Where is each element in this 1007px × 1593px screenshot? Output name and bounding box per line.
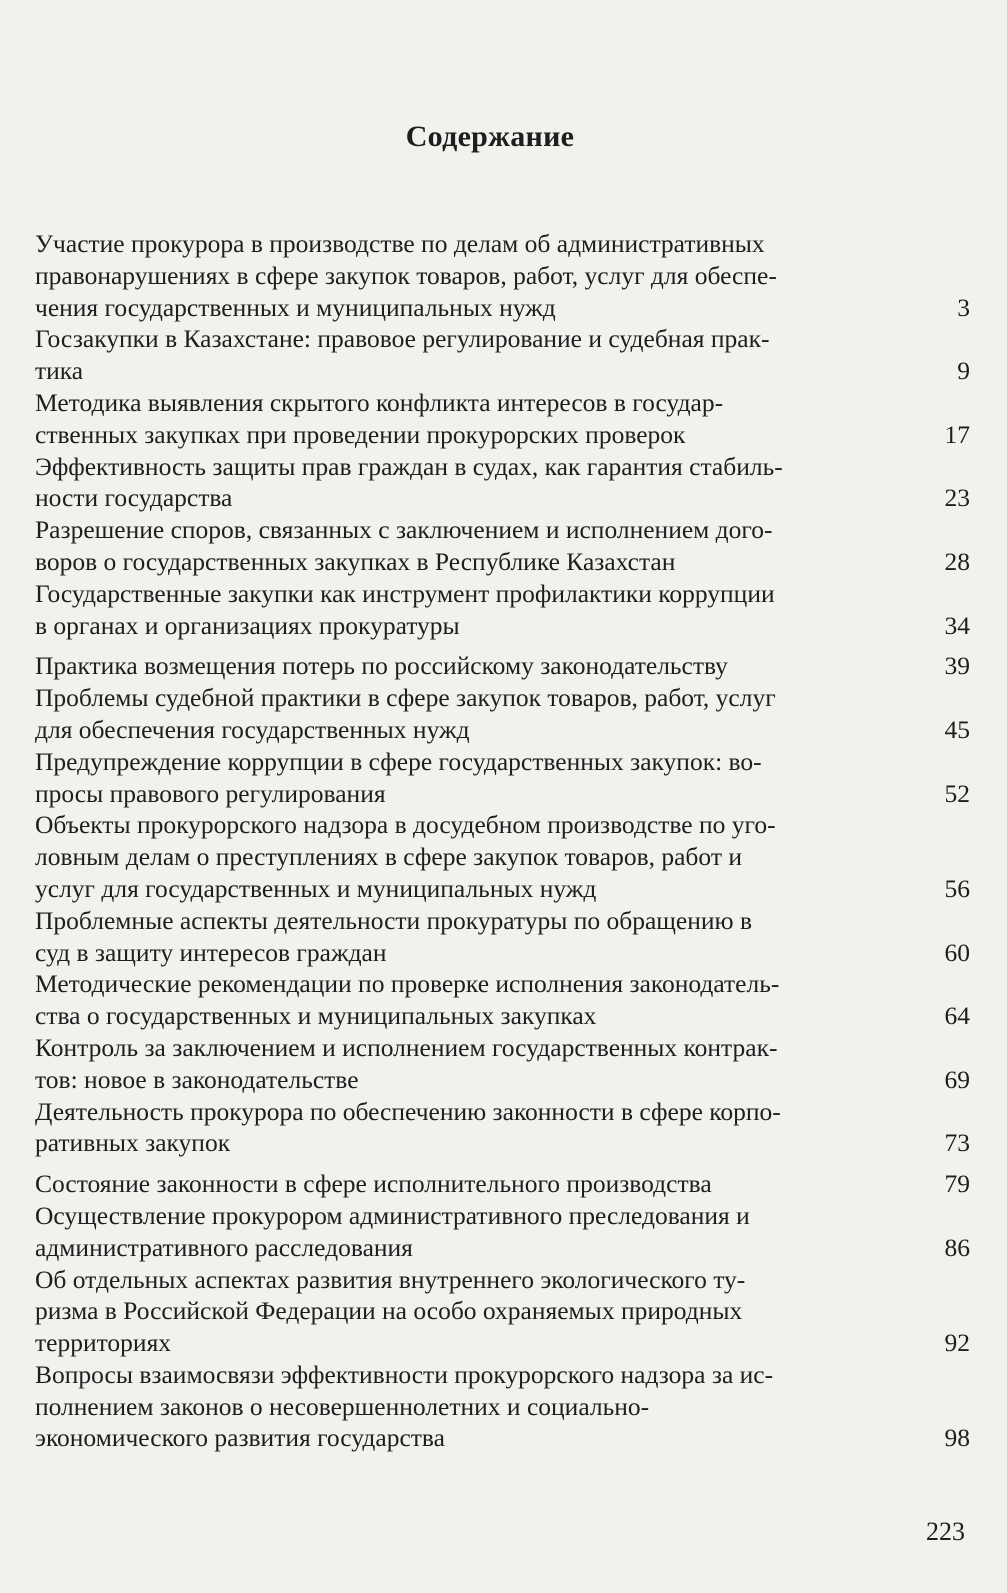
toc-entry-page: 9: [957, 356, 970, 386]
toc-entry-page: 45: [944, 714, 970, 744]
toc-entry-line: полнением законов о несовершеннолетних и социально-: [35, 1391, 650, 1421]
toc-entry-line: Участие прокурора в производстве по делам об административных: [35, 229, 765, 258]
toc-entry-page: 23: [944, 483, 970, 513]
toc-entry-page: 56: [944, 873, 970, 903]
toc-entry-page: 34: [944, 610, 970, 640]
toc-entry: [35, 905, 970, 969]
table-of-contents: [35, 228, 970, 1454]
toc-entry-page: 17: [944, 419, 970, 449]
toc-entry-line: ловным делам о преступлениях в сфере закупок товаров, работ и: [35, 842, 742, 872]
toc-entry-title: [35, 578, 845, 642]
toc-entry-page: 69: [944, 1064, 970, 1094]
toc-entry-title: [35, 650, 845, 682]
toc-entry-line: экономического развития государства: [35, 1423, 445, 1453]
toc-entry: [35, 1032, 970, 1096]
toc-entry-title: [35, 809, 845, 904]
toc-entry-line: Государственные закупки как инструмент профилактики коррупции: [35, 578, 775, 608]
toc-entry-line: Эффективность защиты прав граждан в судах, как гарантия стабиль-: [35, 451, 783, 481]
toc-entry-line: Контроль за заключением и исполнением государственных контрак-: [35, 1032, 778, 1062]
toc-entry-title: [35, 905, 845, 969]
toc-entry: [35, 451, 970, 515]
toc-entry: [35, 1264, 970, 1359]
toc-entry-title: [35, 682, 845, 746]
toc-entry-line: услуг для государственных и муниципальных нужд: [35, 873, 597, 903]
toc-entry-line: Деятельность прокурора по обеспечению законности в сфере корпо-: [35, 1096, 781, 1126]
toc-entry-title: [35, 1200, 845, 1264]
toc-entry-line: Объекты прокурорского надзора в досудебном производстве по уго-: [35, 810, 776, 840]
page-number: 223: [926, 1517, 965, 1546]
toc-entry: [35, 746, 970, 810]
toc-entry: [35, 387, 970, 451]
toc-entry-line: Госзакупки в Казахстане: правовое регулирование и судебная прак-: [35, 324, 770, 354]
toc-entry: [35, 809, 970, 904]
toc-entry-page: 60: [944, 937, 970, 967]
toc-entry: [35, 1359, 970, 1454]
toc-entry-line: Осуществление прокурором административного преследования и: [35, 1200, 750, 1230]
toc-entry: [35, 682, 970, 746]
toc-entry: [35, 578, 970, 642]
toc-entry-line: тов: новое в законодательстве: [35, 1064, 359, 1094]
toc-entry-line: Проблемы судебной практики в сфере закупок товаров, работ, услуг: [35, 683, 776, 713]
toc-entry-line: в органах и организациях прокуратуры: [35, 610, 460, 640]
page-title: Содержание: [405, 120, 575, 153]
toc-entry-line: территориях: [35, 1328, 172, 1358]
toc-entry-title: [35, 746, 845, 810]
toc-entry-line: воров о государственных закупках в Республике Казахстан: [35, 546, 676, 576]
toc-entry-line: административного расследования: [35, 1232, 413, 1262]
toc-entry-line: просы правового регулирования: [35, 778, 386, 808]
toc-entry-title: [35, 514, 845, 578]
toc-entry: [35, 228, 970, 323]
toc-entry: [35, 968, 970, 1032]
toc-entry-title: [35, 1032, 845, 1096]
toc-entry: [35, 1096, 970, 1160]
toc-entry-line: Об отдельных аспектах развития внутреннего экологического ту-: [35, 1264, 746, 1294]
toc-entry: [35, 323, 970, 387]
toc-entry-page: 28: [944, 546, 970, 576]
toc-entry-title: [35, 1168, 845, 1200]
toc-entry: [35, 1168, 970, 1200]
toc-entry-line: Разрешение споров, связанных с заключением и исполнением дого-: [35, 515, 773, 545]
toc-entry-page: 73: [944, 1128, 970, 1158]
toc-entry-title: [35, 1264, 845, 1359]
toc-entry-line: Предупреждение коррупции в сфере государственных закупок: во-: [35, 746, 762, 776]
toc-entry-line: Методика выявления скрытого конфликта интересов в государ-: [35, 387, 724, 417]
toc-entry-title: [35, 323, 845, 387]
toc-entry-line: суд в защиту интересов граждан: [35, 937, 387, 967]
toc-entry-title: [35, 1359, 845, 1454]
toc-entry-page: 3: [957, 292, 970, 322]
toc-entry-line: Практика возмещения потерь по российскому законодательству: [35, 651, 728, 681]
toc-entry-line: ства о государственных и муниципальных закупках: [35, 1001, 597, 1031]
toc-entry-line: для обеспечения государственных нужд: [35, 714, 470, 744]
toc-entry-line: ризма в Российской Федерации на особо охраняемых природных: [35, 1296, 743, 1326]
toc-entry-title: [35, 1096, 845, 1160]
toc-entry: [35, 514, 970, 578]
toc-entry: [35, 650, 970, 682]
toc-entry-title: [35, 387, 845, 451]
toc-entry: [35, 1200, 970, 1264]
toc-entry-line: ративных закупок: [35, 1128, 231, 1158]
toc-entry-title: [35, 451, 845, 515]
toc-entry-line: Методические рекомендации по проверке исполнения законодатель-: [35, 969, 780, 999]
toc-entry-line: Вопросы взаимосвязи эффективности прокурорского надзора за ис-: [35, 1359, 774, 1389]
toc-entry-page: 64: [944, 1001, 970, 1031]
toc-entry-page: 79: [944, 1169, 970, 1199]
toc-entry-line: Проблемные аспекты деятельности прокуратуры по обращению в: [35, 905, 752, 935]
toc-entry-page: 52: [944, 778, 970, 808]
toc-entry-line: Состояние законности в сфере исполнительного производства: [35, 1169, 712, 1199]
toc-entry-line: ственных закупках при проведении прокурорских проверок: [35, 419, 686, 449]
toc-entry-page: 98: [944, 1423, 970, 1453]
toc-entry-line: тика: [35, 356, 84, 386]
toc-entry-page: 92: [944, 1328, 970, 1358]
toc-entry-line: чения государственных и муниципальных нужд: [35, 292, 556, 322]
toc-entry-line: правонарушениях в сфере закупок товаров, работ, услуг для обеспе-: [35, 260, 777, 290]
toc-entry-line: ности государства: [35, 483, 233, 513]
toc-entry-page: 39: [944, 651, 970, 681]
toc-entry-title: [35, 228, 845, 323]
toc-entry-title: [35, 968, 845, 1032]
toc-entry-page: 86: [944, 1232, 970, 1262]
